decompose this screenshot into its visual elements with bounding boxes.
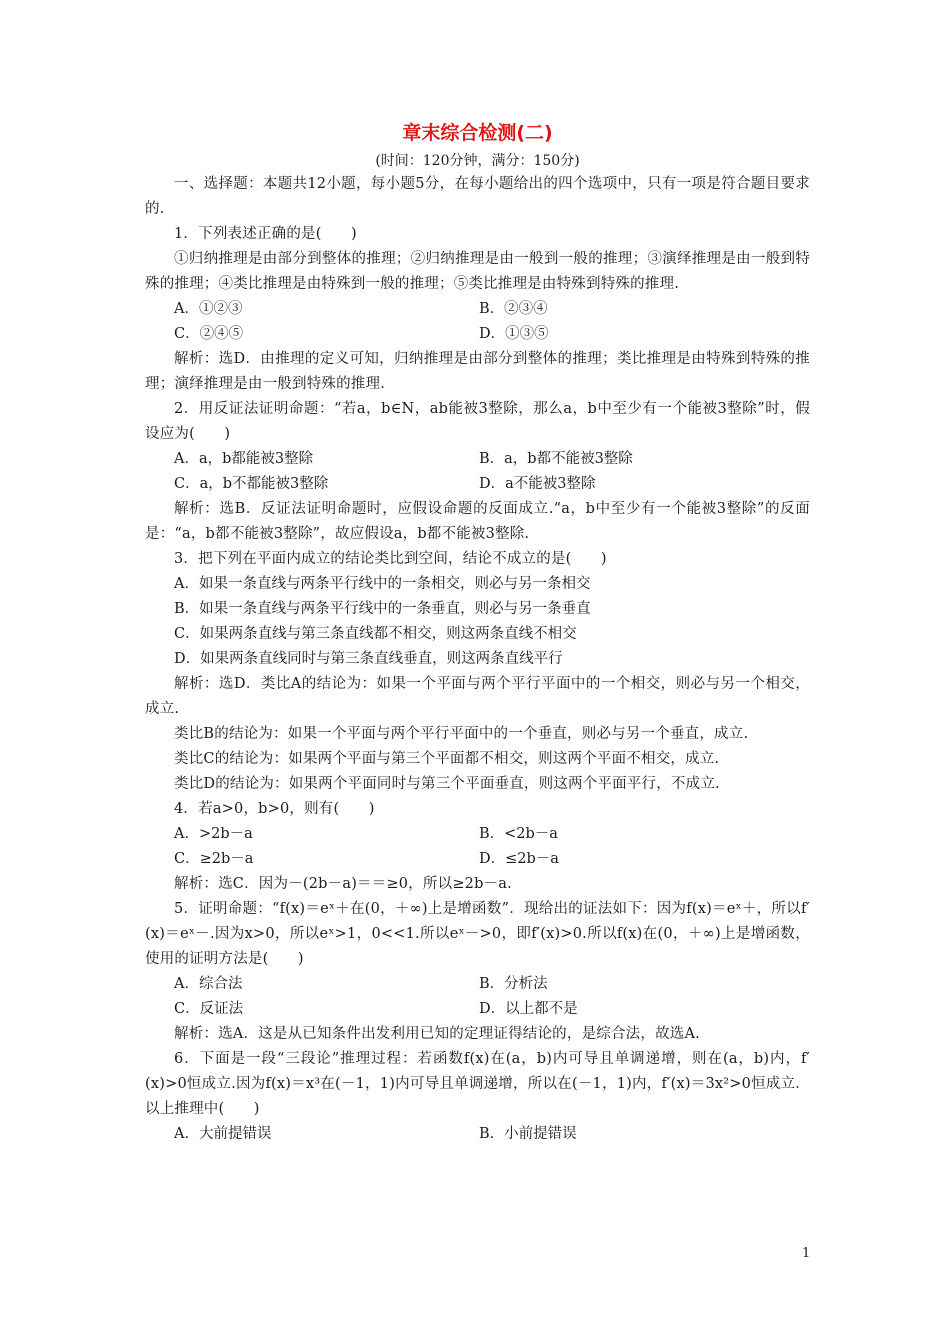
q1-text: ①归纳推理是由部分到整体的推理；②归纳推理是由一般到一般的推理；③演绎推理是由一般到特殊的推理；④类比推理是由特殊到一般的推理；⑤类比推理是由特殊到特殊的推理. <box>145 251 810 292</box>
q3-analysis-2: 类比B的结论为：如果一个平面与两个平行平面中的一个垂直，则必与另一个垂直，成立. <box>174 726 749 742</box>
q4-option-b: B．<2b－a <box>479 826 558 842</box>
q1-analysis: 解析：选D．由推理的定义可知，归纳推理是由部分到整体的推理；类比推理是由特殊到特殊的推理；演绎推理是由一般到特殊的推理. <box>145 351 810 392</box>
q6-option-b: B．小前提错误 <box>479 1126 577 1142</box>
q3-option-d: D．如果两条直线同时与第三条直线垂直，则这两条直线平行 <box>174 651 563 667</box>
q3-analysis-3: 类比C的结论为：如果两个平面与第三个平面都不相交，则这两个平面不相交，成立. <box>174 751 720 767</box>
q5-stem: 5．证明命题：“f(x)＝eˣ＋在(0，＋∞)上是增函数”．现给出的证法如下：因为f(x)＝eˣ＋，所以f′(x)＝eˣ－.因为x>0，所以eˣ>1，0<<1.所以eˣ－>0，即f′(x)>0.所以f(x)在(0，＋∞)上是增函数，使用的证明方法是( ) <box>145 901 810 967</box>
q2-option-a: A．a，b都能被3整除 <box>174 451 314 467</box>
q5-option-b: B．分析法 <box>479 976 548 992</box>
q3-stem: 3．把下列在平面内成立的结论类比到空间，结论不成立的是( ) <box>174 551 607 567</box>
q1-option-a: A．①②③ <box>174 301 243 317</box>
q2-analysis: 解析：选B．反证法证明命题时，应假设命题的反面成立.“a，b中至少有一个能被3整除”的反面是：“a，b都不能被3整除”，故应假设a，b都不能被3整除. <box>145 501 810 542</box>
q3-analysis-4: 类比D的结论为：如果两个平面同时与第三个平面垂直，则这两个平面平行，不成立. <box>174 776 720 792</box>
q1-options-row2 <box>145 322 810 347</box>
q4-option-c: C．≥2b－a <box>174 851 254 867</box>
section-intro: 一、选择题：本题共12小题，每小题5分，在每小题给出的四个选项中，只有一项是符合题目要求的. <box>145 176 810 217</box>
q1-option-c: C．②④⑤ <box>174 326 244 342</box>
q1-option-b: B．②③④ <box>479 301 548 317</box>
q2-options-row2 <box>145 472 810 497</box>
q5-options-row2 <box>145 997 810 1022</box>
q1-options-row1 <box>145 297 810 322</box>
q5-option-c: C．反证法 <box>174 1001 244 1017</box>
q5-option-a: A．综合法 <box>174 976 243 992</box>
q5-option-d: D．以上都不是 <box>479 1001 578 1017</box>
q2-option-c: C．a，b不都能被3整除 <box>174 476 329 492</box>
exam-info: (时间：120分钟，满分：150分) <box>375 153 580 169</box>
q1-stem: 1．下列表述正确的是( ) <box>174 226 357 242</box>
q5-analysis: 解析：选A．这是从已知条件出发利用已知的定理证得结论的，是综合法，故选A. <box>174 1026 700 1042</box>
q2-option-d: D．a不能被3整除 <box>479 476 596 492</box>
q4-option-a: A．>2b－a <box>174 826 253 842</box>
q3-option-c: C．如果两条直线与第三条直线都不相交，则这两条直线不相交 <box>174 626 577 642</box>
q4-options-row2 <box>145 847 810 872</box>
q3-analysis-1: 解析：选D．类比A的结论为：如果一个平面与两个平行平面中的一个相交，则必与另一个相交，成立. <box>145 676 810 717</box>
q2-stem: 2．用反证法证明命题：“若a，b∈N，ab能被3整除，那么a，b中至少有一个能被3整除”时，假设应为( ) <box>145 401 810 442</box>
q4-analysis: 解析：选C．因为－(2b－a)＝＝≥0，所以≥2b－a. <box>174 876 512 892</box>
document-page <box>145 120 810 1147</box>
q6-stem: 6．下面是一段“三段论”推理过程：若函数f(x)在(a，b)内可导且单调递增，则在(a，b)内，f′(x)>0恒成立.因为f(x)＝x³在(－1，1)内可导且单调递增，所以在(－1，1)内，f′(x)＝3x²>0恒成立．以上推理中( ) <box>145 1051 810 1117</box>
q5-options-row1 <box>145 972 810 997</box>
q3-option-a: A．如果一条直线与两条平行线中的一条相交，则必与另一条相交 <box>174 576 591 592</box>
q2-options-row1 <box>145 447 810 472</box>
q4-options-row1 <box>145 822 810 847</box>
q3-option-b: B．如果一条直线与两条平行线中的一条垂直，则必与另一条垂直 <box>174 601 591 617</box>
q1-option-d: D．①③⑤ <box>479 326 549 342</box>
page-title: 章末综合检测(二) <box>402 122 553 144</box>
page-number: 1 <box>802 1246 811 1261</box>
q6-option-a: A．大前提错误 <box>174 1126 272 1142</box>
q4-stem: 4．若a>0，b>0，则有( ) <box>174 801 375 817</box>
q6-options-row1 <box>145 1122 810 1147</box>
q2-option-b: B．a，b都不能被3整除 <box>479 451 633 467</box>
q4-option-d: D．≤2b－a <box>479 851 559 867</box>
